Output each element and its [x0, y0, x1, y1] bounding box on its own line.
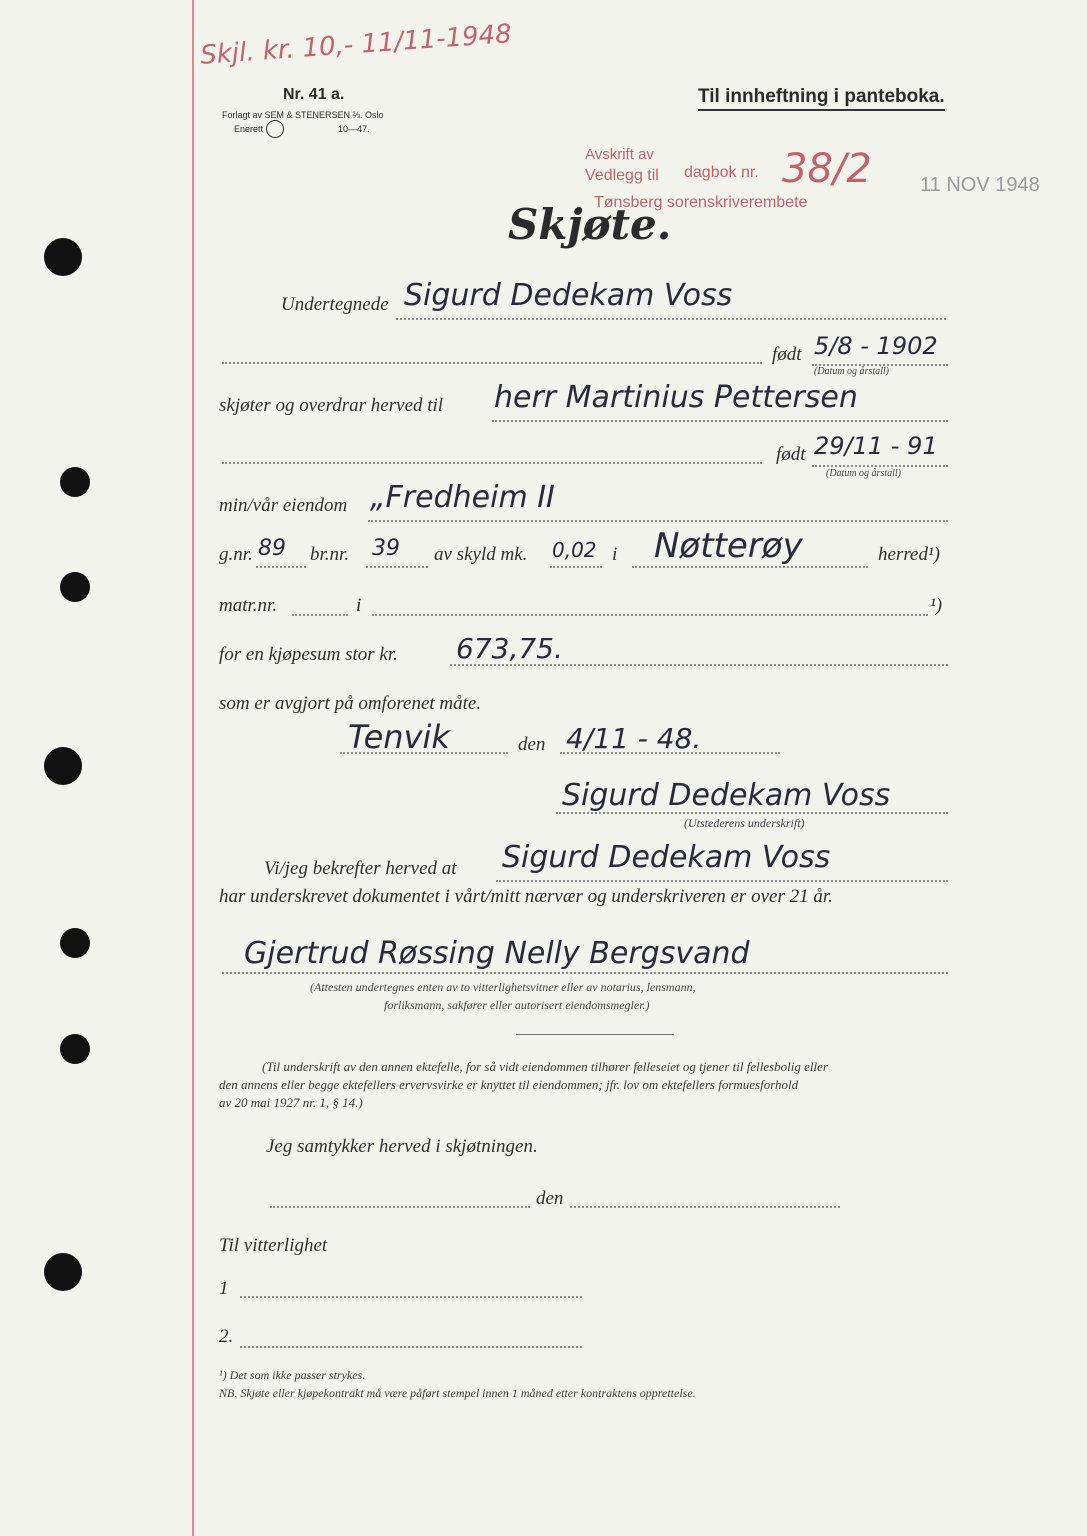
seller-line — [396, 318, 946, 320]
binder-hole — [60, 572, 90, 602]
matr-i: i — [356, 595, 362, 616]
herred-value: Nøtterøy — [654, 526, 803, 566]
binding-note: Til innheftning i panteboka. — [698, 86, 945, 111]
issuer-signature-caption: (Utstederens underskrift) — [684, 816, 805, 830]
binder-hole — [44, 238, 82, 276]
seller-name: Sigurd Dedekam Voss — [404, 278, 733, 313]
handwritten-reference: Skjl. kr. 10,- 11/11-1948 — [199, 19, 513, 71]
gnr-label: g.nr. — [219, 544, 253, 565]
gnr-value: 89 — [258, 536, 286, 561]
property-name: „Fredheim II — [370, 480, 555, 515]
spouse-note-2: den annens eller begge ektefellers ervervsvirke er knyttet til eiendommen; jfr. lov om ektefellers formuesforhold — [219, 1077, 799, 1092]
witness-note-1: (Attesten undertegnes enten av to vitterlighetsvitner eller av notarius, lensmann, — [310, 980, 696, 994]
buyer-name: herr Martinius Pettersen — [494, 380, 858, 415]
stamp-dagbok-number: 38/2 — [782, 146, 872, 192]
spouse-den-label: den — [536, 1188, 564, 1209]
brnr-label: br.nr. — [310, 544, 350, 565]
spouse-note-1: (Til underskrift av den annen ektefelle, for så vidt eiendommen tilhører felleseiet og tjener til fellesbolig eller — [262, 1059, 828, 1074]
stamp-date: 11 NOV 1948 — [920, 174, 1040, 196]
seller-born-label: født — [772, 344, 802, 365]
witness-confirm-label: Vi/jeg bekrefter herved at — [264, 858, 457, 879]
herred-i-label: i — [612, 544, 618, 565]
matr-footnote-mark: ¹) — [930, 595, 943, 616]
price-value: 673,75. — [456, 632, 563, 665]
buyer-dotted-line — [222, 462, 762, 464]
spouse-place-line — [270, 1206, 530, 1208]
skyld-value: 0,02 — [552, 538, 597, 562]
witness-signatures: Gjertrud Røssing Nelly Bergsvand — [244, 936, 750, 971]
spouse-date-line — [570, 1206, 840, 1208]
gnr-line — [256, 566, 306, 568]
seller-date-hint: (Datum og årstall) — [814, 366, 889, 377]
buyer-date-hint: (Datum og årstall) — [826, 468, 901, 479]
binder-hole — [60, 467, 90, 497]
vitterlighet-line-2 — [240, 1346, 582, 1348]
section-divider — [516, 1034, 674, 1035]
publisher-logo — [266, 120, 284, 138]
issuer-signature-line — [556, 812, 948, 814]
buyer-born-label: født — [776, 444, 806, 465]
spouse-consent: Jeg samtykker herved i skjøtningen. — [266, 1136, 538, 1157]
stamp-line2: Vedlegg til — [585, 167, 659, 184]
binder-hole — [44, 1253, 82, 1291]
stamp-dagbok-label: dagbok nr. — [684, 164, 759, 181]
matr-line — [292, 614, 348, 616]
buyer-born-line — [812, 465, 948, 467]
seller-dotted-line — [222, 362, 762, 364]
signing-date: 4/11 - 48. — [566, 722, 702, 755]
publisher-line: Forlagt av SEM & STENERSEN ⅔. Oslo — [222, 110, 384, 120]
vitterlighet-line-1 — [240, 1296, 582, 1298]
witness-statement: har underskrevet dokumentet i vårt/mitt nærvær og underskriveren er over 21 år. — [219, 886, 833, 907]
matr-label: matr.nr. — [219, 595, 278, 616]
skyld-label: av skyld mk. — [434, 544, 528, 565]
margin-line — [192, 0, 194, 1536]
seller-born-date: 5/8 - 1902 — [814, 332, 938, 360]
vitterlighet-label: Til vitterlighet — [219, 1235, 328, 1256]
witness-confirm-line — [496, 880, 948, 882]
document-title: Skjøte. — [508, 200, 672, 249]
seller-label: Undertegnede — [281, 294, 389, 315]
binder-hole — [44, 747, 82, 785]
herred-label: herred¹) — [878, 544, 940, 565]
transfer-line — [492, 420, 948, 422]
stamp-office: Tønsberg sorenskriverembete — [594, 194, 808, 211]
footnote: ¹) Det som ikke passer strykes. — [219, 1368, 366, 1382]
binder-hole — [60, 1034, 90, 1064]
property-label: min/vår eiendom — [219, 495, 348, 516]
publisher-year: 10—47. — [338, 124, 370, 134]
herred-line — [632, 566, 868, 568]
signing-den-label: den — [518, 734, 546, 755]
matr-herred-line — [372, 614, 928, 616]
brnr-value: 39 — [372, 536, 400, 561]
witness-note-2: forliksmann, sakfører eller autorisert eiendomsmegler.) — [384, 998, 650, 1012]
vitterlighet-number-1: 1 — [219, 1278, 229, 1299]
price-label: for en kjøpesum stor kr. — [219, 644, 398, 665]
skyld-line — [550, 566, 602, 568]
spouse-note-3: av 20 mai 1927 nr. 1, § 14.) — [219, 1095, 363, 1110]
publisher-enerett: Enerett — [234, 124, 264, 134]
signing-place: Tenvik — [348, 718, 450, 756]
price-settled: som er avgjort på omforenet måte. — [219, 693, 482, 714]
transfer-label: skjøter og overdrar herved til — [219, 395, 444, 416]
brnr-line — [366, 566, 428, 568]
witness-signature-line — [222, 972, 948, 974]
buyer-born-date: 29/11 - 91 — [814, 432, 938, 460]
witness-confirm-name: Sigurd Dedekam Voss — [502, 840, 831, 875]
stamp-line1: Avskrift av — [585, 146, 654, 163]
binder-hole — [60, 928, 90, 958]
issuer-signature: Sigurd Dedekam Voss — [562, 778, 891, 813]
nb-note: NB. Skjøte eller kjøpekontrakt må være påført stempel innen 1 måned etter kontraktens opprettelse. — [219, 1386, 696, 1400]
vitterlighet-number-2: 2. — [219, 1326, 234, 1347]
property-line — [368, 520, 948, 522]
form-number: Nr. 41 a. — [283, 86, 345, 103]
